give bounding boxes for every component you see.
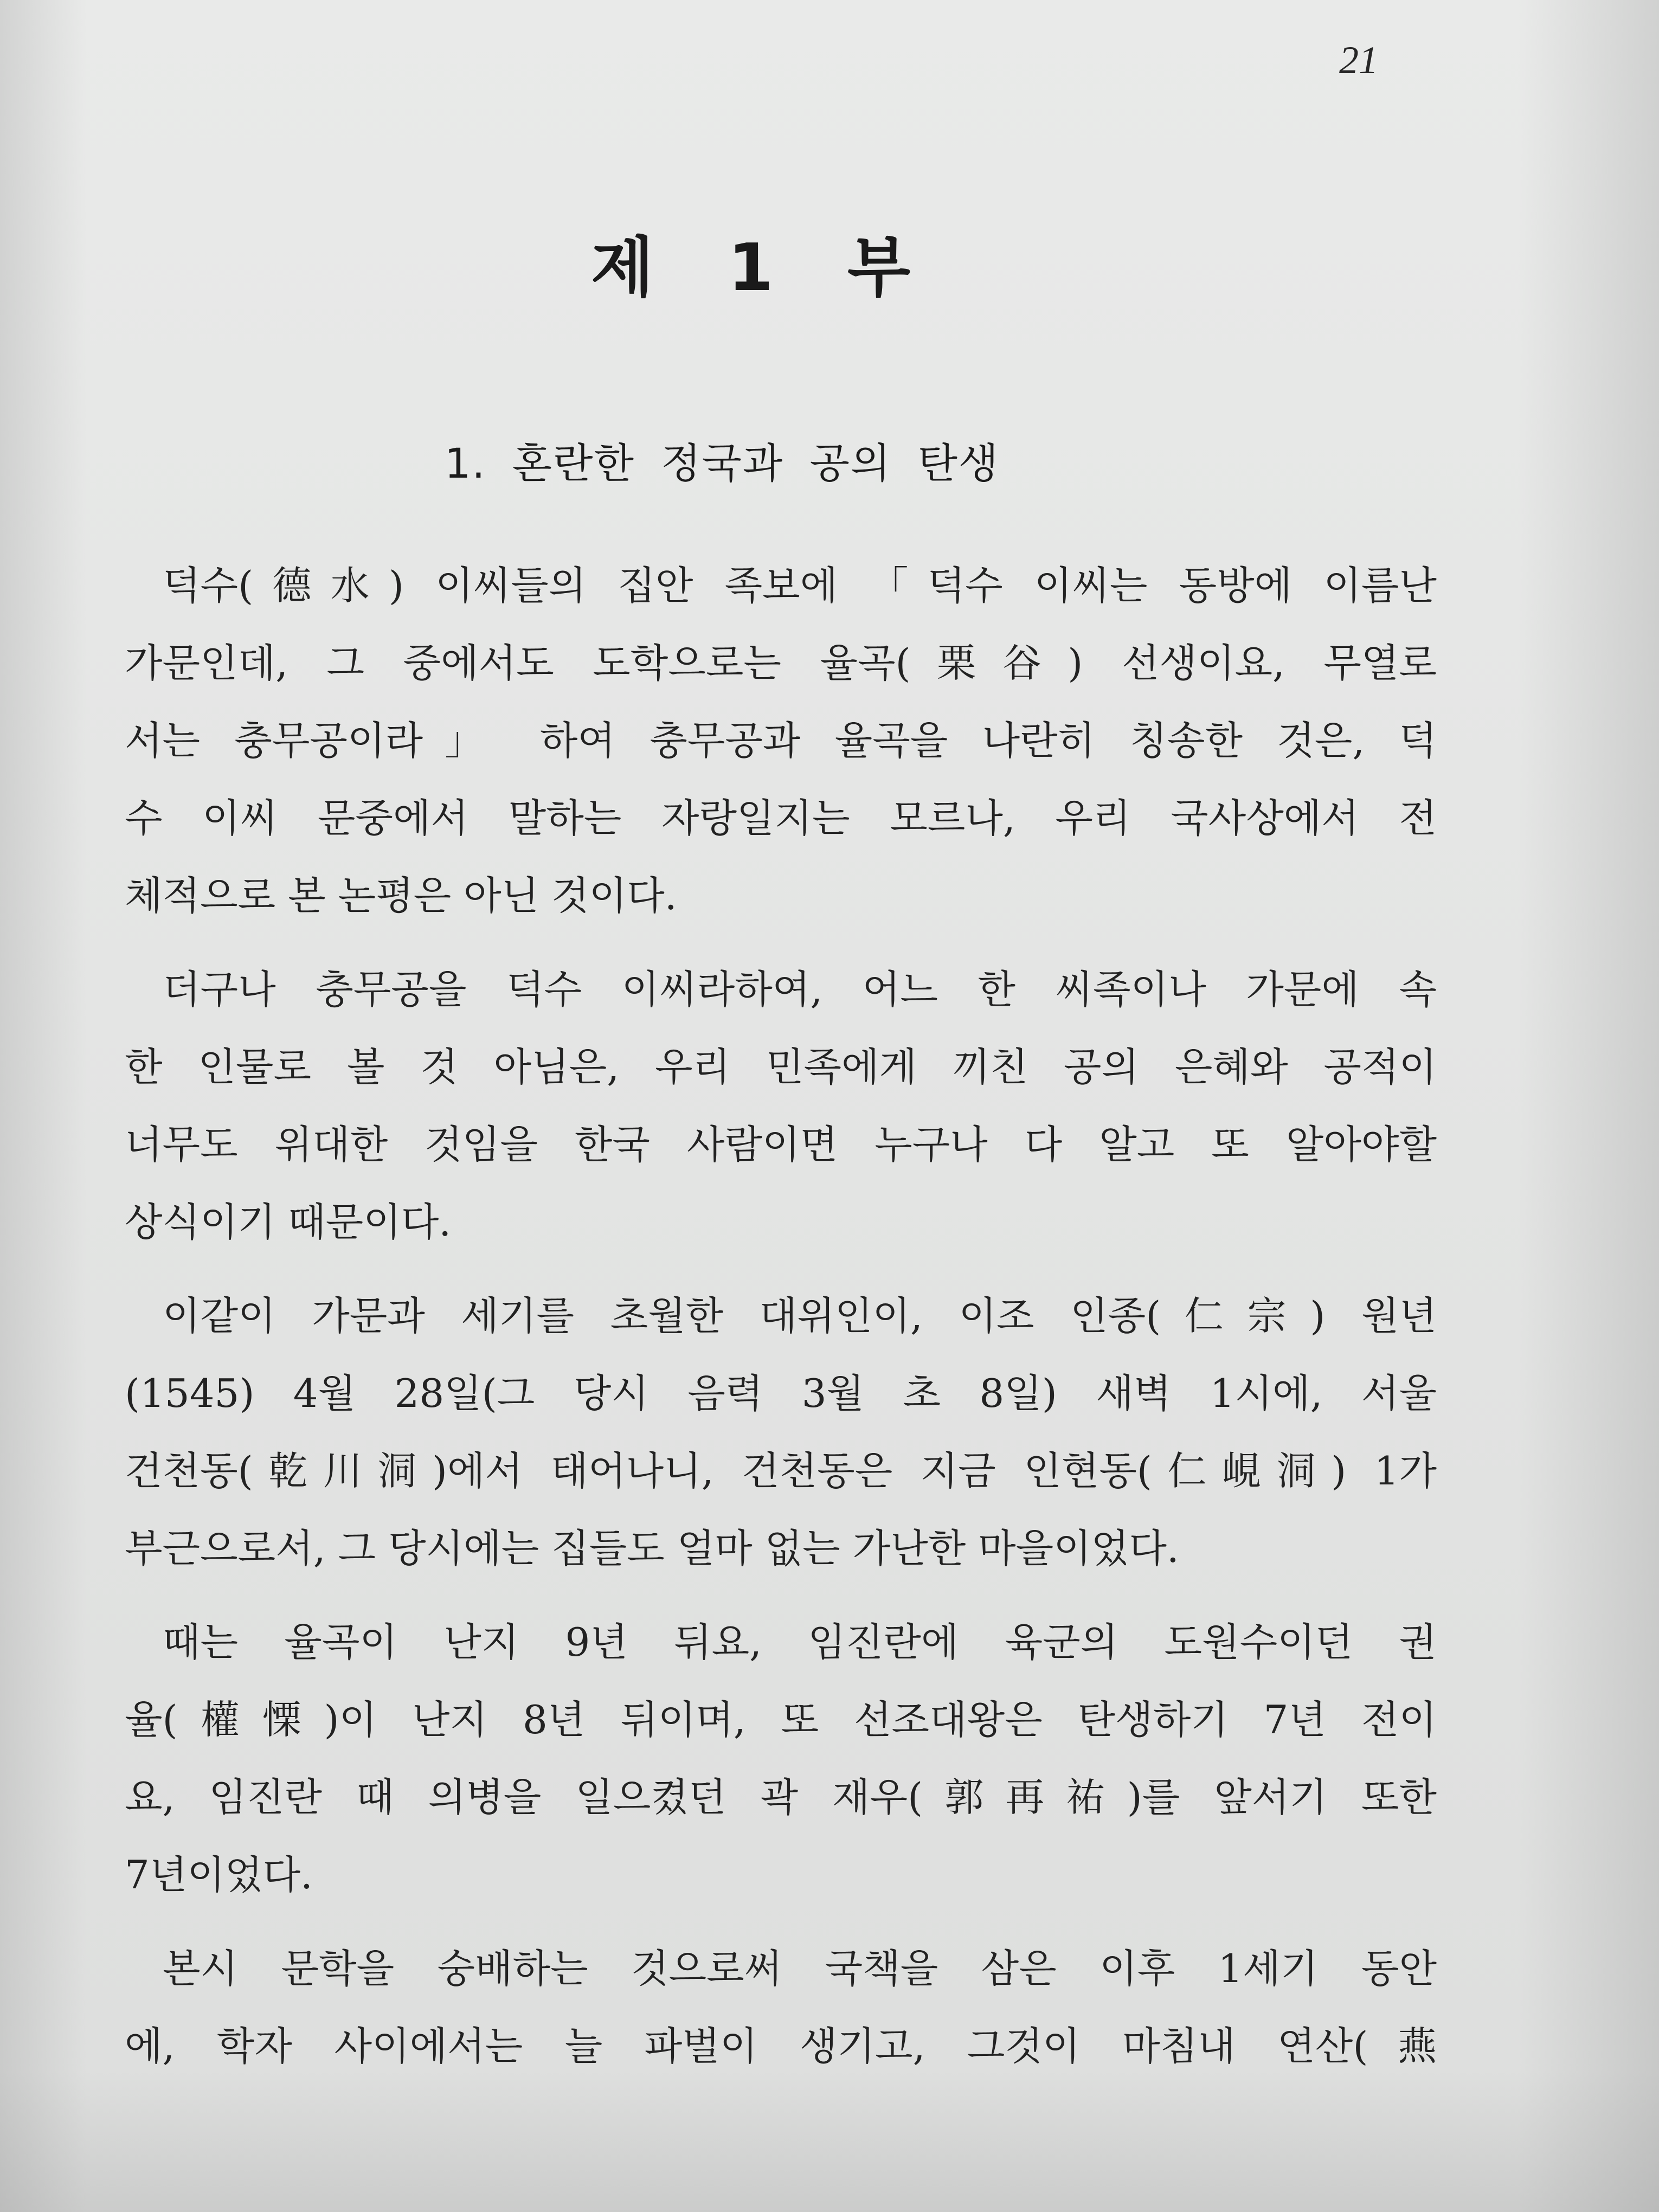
body-line: 가문인데, 그 중에서도 도학으로는 율곡(栗谷) 선생이요, 무열로 <box>125 640 1437 686</box>
body-line: 수 이씨 문중에서 말하는 자랑일지는 모르나, 우리 국사상에서 전 <box>125 795 1437 841</box>
body-line: 율(權慄)이 난지 8년 뒤이며, 또 선조대왕은 탄생하기 7년 전이 <box>125 1697 1437 1742</box>
page-number: 21 <box>1339 38 1378 82</box>
body-line: 한 인물로 볼 것 아님은, 우리 민족에게 끼친 공의 은혜와 공적이 <box>125 1044 1437 1090</box>
body-line: 상식이기 때문이다. <box>125 1199 452 1245</box>
page-edge-shadow-right <box>1518 0 1659 2212</box>
body-line: 더구나 충무공을 덕수 이씨라하여, 어느 한 씨족이나 가문에 속 <box>163 967 1437 1012</box>
body-line: (1545) 4월 28일(그 당시 음력 3월 초 8일) 새벽 1시에, 서울 <box>125 1371 1437 1416</box>
body-line: 부근으로서, 그 당시에는 집들도 얼마 없는 가난한 마을이었다. <box>125 1526 1179 1571</box>
body-line: 에, 학자 사이에서는 늘 파벌이 생기고, 그것이 마침내 연산(燕 <box>125 2023 1437 2069</box>
body-line: 7년이었다. <box>125 1852 313 1898</box>
body-line: 건천동(乾川洞)에서 태어나니, 건천동은 지금 인현동(仁峴洞) 1가 <box>125 1448 1437 1494</box>
page-edge-shadow-bottom <box>0 2071 1659 2212</box>
body-line: 서는 충무공이라」 하여 충무공과 율곡을 나란히 칭송한 것은, 덕 <box>125 718 1437 763</box>
body-line: 때는 율곡이 난지 9년 뒤요, 임진란에 육군의 도원수이던 권 <box>163 1619 1437 1665</box>
body-line: 덕수(德水) 이씨들의 집안 족보에 「덕수 이씨는 동방에 이름난 <box>163 563 1437 608</box>
body-line: 본시 문학을 숭배하는 것으로써 국책을 삼은 이후 1세기 동안 <box>163 1946 1437 1991</box>
part-title: 제 1 부 <box>591 230 910 306</box>
body-line: 요, 임진란 때 의병을 일으켰던 곽 재우(郭再祐)를 앞서기 또한 <box>125 1774 1437 1820</box>
page-edge-shadow-left <box>0 0 87 2212</box>
body-line: 너무도 위대한 것임을 한국 사람이면 누구나 다 알고 또 알아야할 <box>125 1122 1437 1167</box>
chapter-title: 1. 혼란한 정국과 공의 탄생 <box>445 439 1000 487</box>
body-line: 체적으로 본 논평은 아닌 것이다. <box>125 873 677 918</box>
body-line: 이같이 가문과 세기를 초월한 대위인이, 이조 인종(仁宗) 원년 <box>163 1293 1437 1339</box>
